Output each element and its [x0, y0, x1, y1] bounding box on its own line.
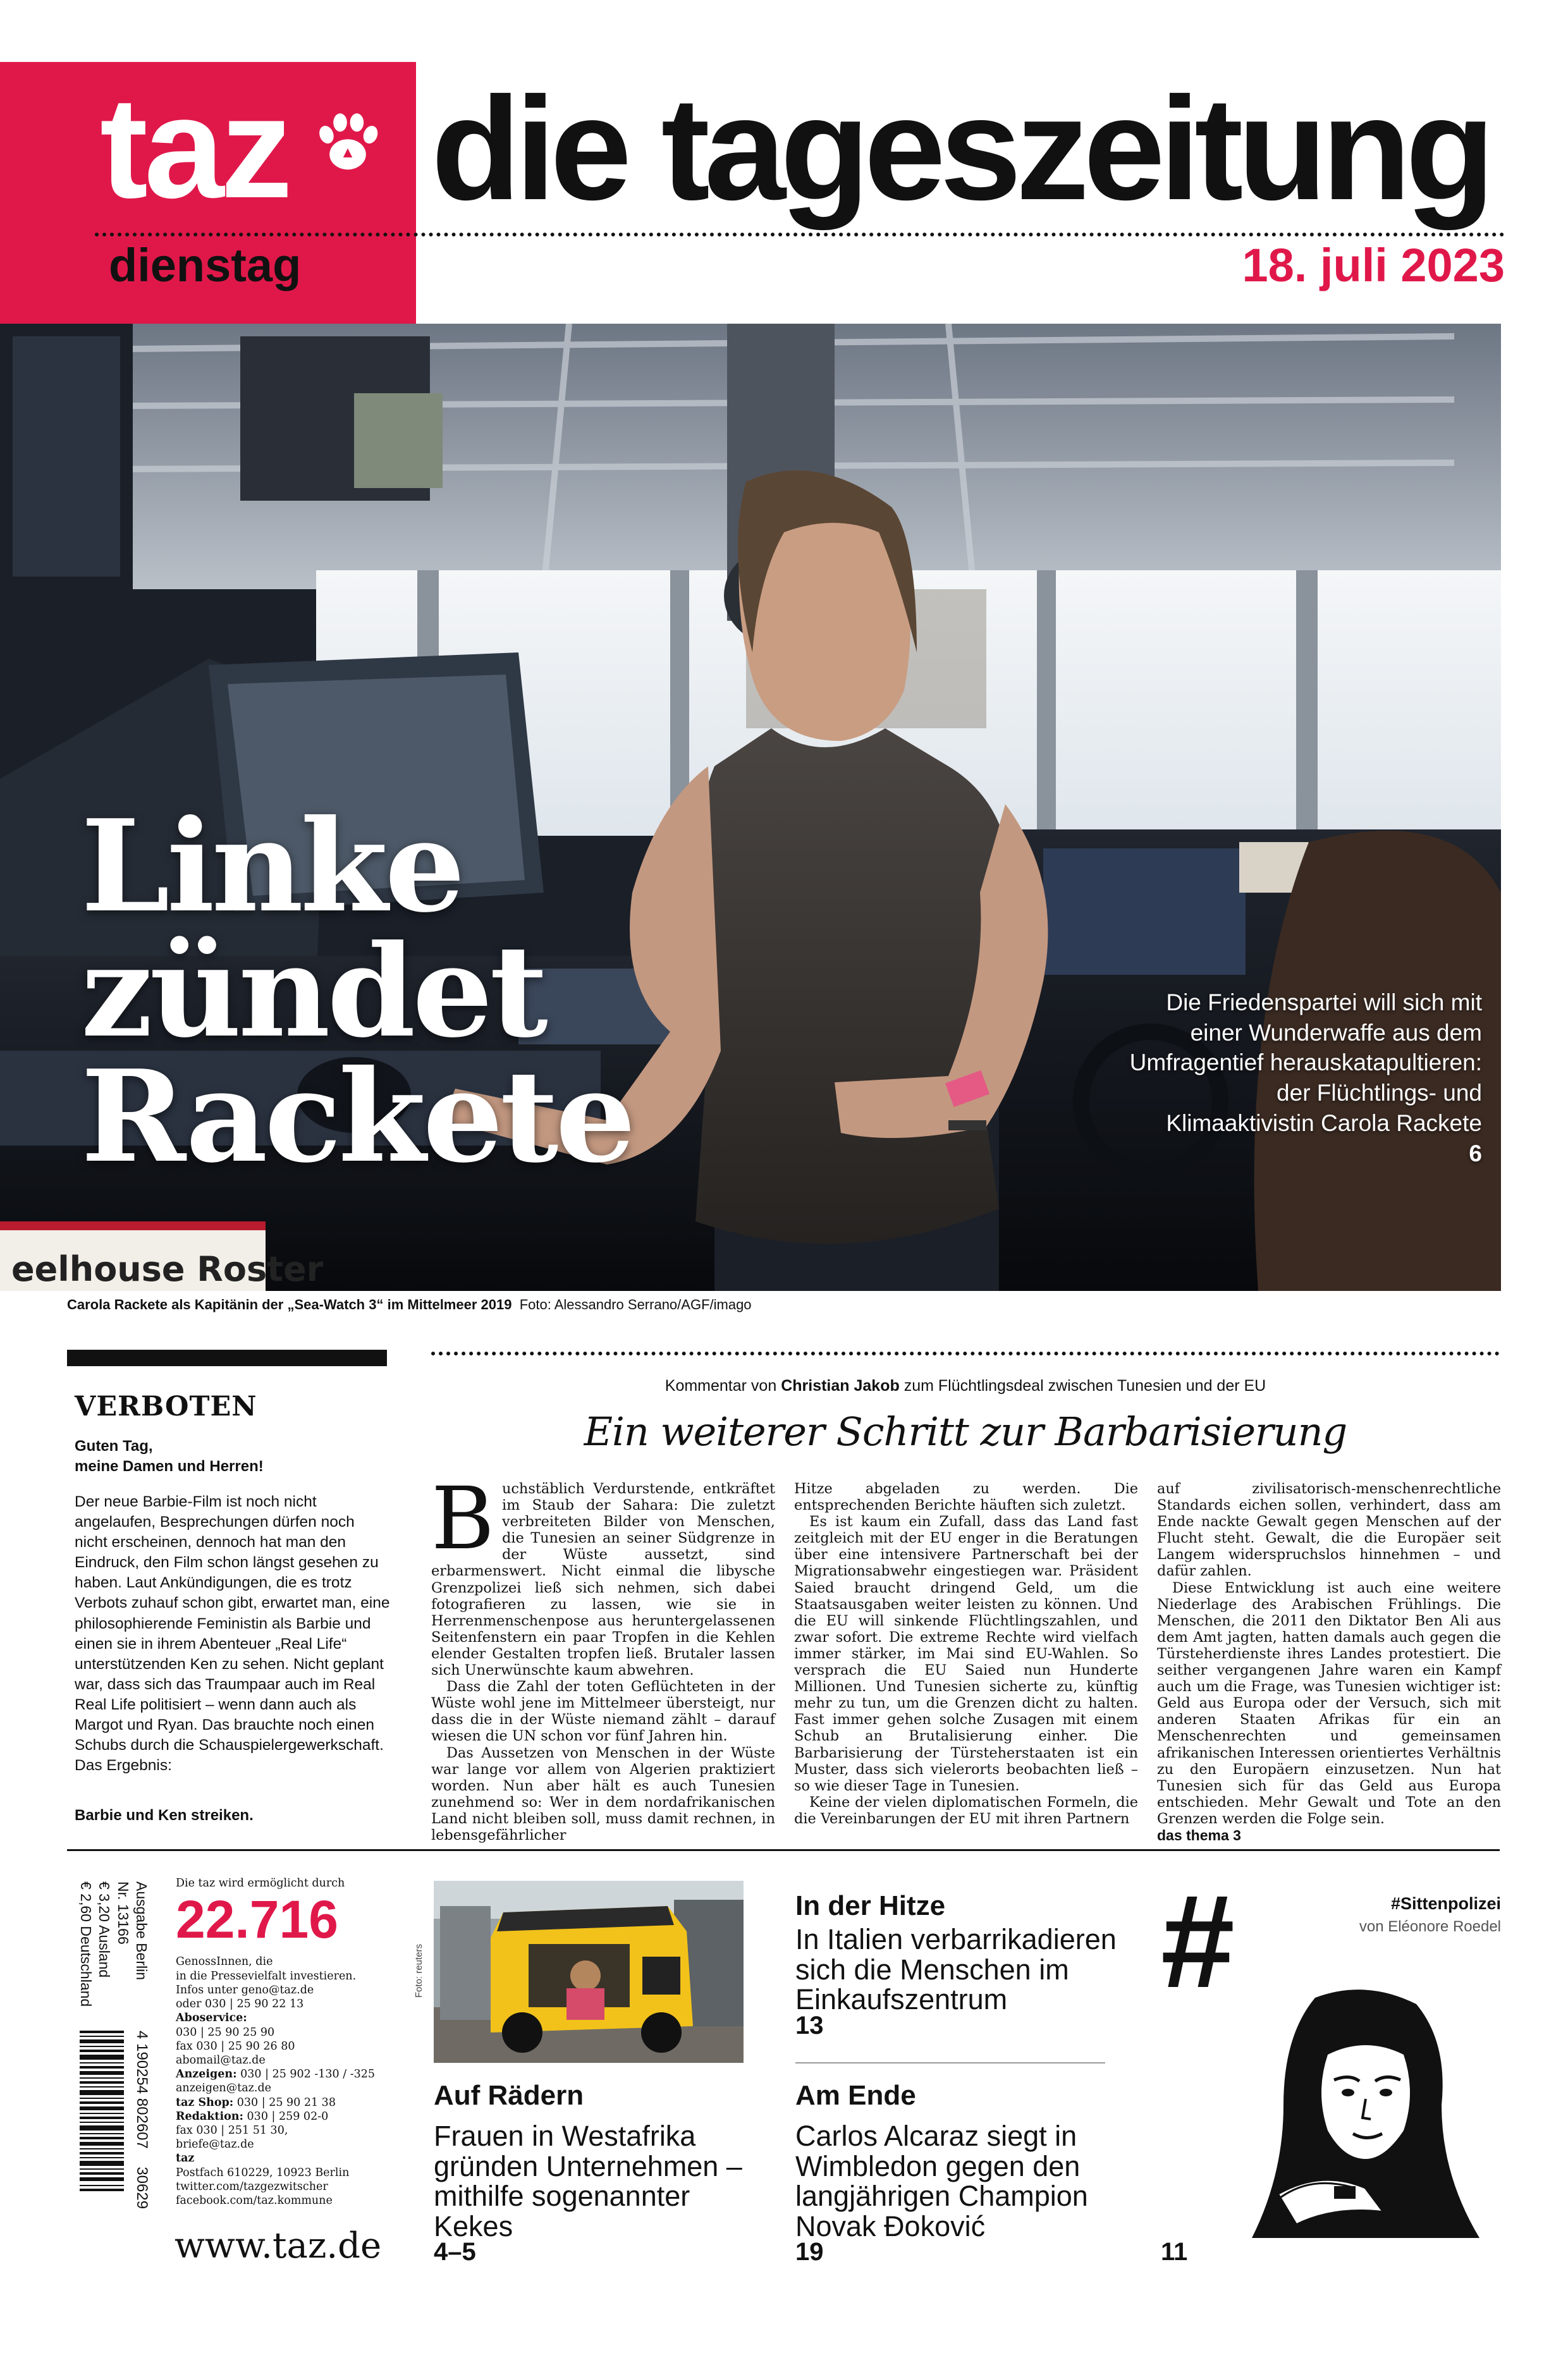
verboten-body: Der neue Barbie-Film ist noch nicht angelaufen, Besprechungen dürfen noch nicht erscheinen, dennoch hat man den Eindruck, den Film schon längst gesehen zu haben. Laut Ankündigungen, die es trotz Verbots zuhauf schon gibt, erwartet man, eine philosophierende Feministin als Barbie und einen sie in ihrem Abenteuer „Real Life“ unterstützenden Ken zu sehen. Nicht geplant war, dass sich das Traumpaar auch im Real Real Life politisiert – wenn dann auch als Margot und Ryan. Das brauchte noch einen Schubs durch die Schauspielergewerkschaft. Das Ergebnis:: [75, 1493, 390, 1775]
abo-phone[interactable]: 030 | 25 90 25 90: [176, 2026, 275, 2039]
barcode-addon: 30629: [133, 2167, 150, 2210]
verboten-greeting: Guten Tag, meine Damen und Herren!: [75, 1438, 264, 1476]
shop-phone[interactable]: 030 | 25 90 21 38: [236, 2096, 336, 2109]
paragraph: uchstäblich Verdurstende, entkräftet im Staub der Sahara: Die zuletzt verbreiteten Bilder von Menschen, die Tunesien an seiner Südgrenze in der Wüste aussetzt, sind erbarmenswert. Nicht einmal die libysche Grenzpolizei ließ sich nehmen, sich dabei fotografieren zu lassen, wie sie in Herrenmenschenpose aus heruntergelassenen Seitenfenstern ein paar Tropfen in die Kehlen elender Gestalten tropfen ließ. Brutaler lassen sich Unerwünschte kaum abwehren.: [431, 1481, 775, 1679]
photo-sign: eelhouse Roster: [11, 1249, 324, 1289]
anzeigen-phone[interactable]: 030 | 25 902 -130 / -325: [240, 2068, 376, 2081]
masthead-divider: [95, 233, 1505, 236]
teaser-page-ref[interactable]: 19: [795, 2238, 824, 2266]
paragraph: Dass die Zahl der toten Geflüchteten in der Wüste wohl jene im Mittelmeer übersteigt, nur dass die in der Wüste niemand zählt – darauf wiesen die UN schon vor fünf Jahren hin.: [431, 1678, 775, 1745]
redaktion-label: Redaktion:: [176, 2110, 243, 2123]
edition-info: [75, 1881, 150, 2223]
teaser-heading[interactable]: In der Hitze: [795, 1890, 946, 1921]
abo-fax: fax 030 | 25 90 26 80: [176, 2039, 295, 2053]
supporter-text: GenossInnen, die in die Pressevielfalt investieren. Infos unter geno@taz.de oder 030 | 25 90 22 13: [176, 1955, 357, 2011]
photo-credit: Foto: Alessandro Serrano/AGF/imago: [519, 1297, 752, 1312]
kicker-prefix: Kommentar von: [665, 1377, 777, 1395]
issue-date: 18. juli 2023: [1242, 239, 1505, 291]
bottom-divider: [67, 1849, 1500, 1851]
dropcap: B: [431, 1469, 494, 1569]
verboten-punchline: Barbie und Ken streiken.: [75, 1807, 254, 1824]
edition-line: Nr. 13166: [114, 1881, 132, 1945]
paragraph: auf zivilisatorisch-menschenrechtliche Standards eichen sollen, verhindert, dass am Ende nackte Gewalt gegen Menschen auf der Flucht steht. Gewalt, die die Europäer seit Langem widerspruchslos hinnehmen – und dafür zahlen.: [1157, 1481, 1501, 1580]
teaser-page-ref[interactable]: 11: [1161, 2238, 1188, 2266]
commentary-page-ref[interactable]: das thema 3: [1157, 1826, 1241, 1843]
commentary-column-3: [1157, 1481, 1501, 1844]
teaser-page-ref[interactable]: 4–5: [434, 2238, 476, 2266]
twitter-link[interactable]: twitter.com/tazgezwitscher: [176, 2180, 328, 2193]
imprint-org: taz: [176, 2152, 195, 2165]
teaser-text[interactable]: In Italien verbarrikadieren sich die Menschen im Einkaufszentrum: [795, 1923, 1117, 2016]
anzeigen-mail[interactable]: anzeigen@taz.de: [176, 2082, 272, 2095]
barcode-number: [133, 2031, 150, 2372]
hashtag-author: von Eléonore Roedel: [1359, 1918, 1501, 1935]
facebook-link[interactable]: facebook.com/taz.kommune: [176, 2194, 333, 2208]
edition-line: € 3,20 Ausland: [96, 1881, 113, 1978]
lead-teaser-page: 6: [1469, 1140, 1482, 1166]
teaser-page-ref[interactable]: 13: [795, 2012, 824, 2039]
lead-teaser-text: Die Friedenspartei will sich mit einer Wunderwaffe aus dem Umfragentief herauskatapultieren: der Flüchtlings- und Klimaaktivistin Carola Rackete: [1129, 989, 1482, 1136]
lead-headline[interactable]: [81, 792, 713, 1191]
teaser-photo-credit: Foto: reuters: [413, 1943, 424, 1998]
edition-line: € 2,60 Deutschland: [77, 1881, 94, 2007]
commentary-author[interactable]: Christian Jakob: [781, 1377, 900, 1395]
teaser-text[interactable]: Carlos Alcaraz siegt in Wimbledon gegen den langjährigen Champion Novak Đoković: [795, 2120, 1088, 2243]
commentary-divider: [431, 1352, 1500, 1355]
teaser-heading[interactable]: Am Ende: [795, 2080, 916, 2111]
headline-line: Rackete: [81, 1042, 633, 1191]
imprint-intro: Die taz wird ermöglicht durch: [176, 1877, 345, 1890]
redaktion-fax: fax 030 | 251 51 30,: [176, 2124, 288, 2137]
paragraph: Keine der vielen diplomatischen Formeln, die die Vereinbarungen der EU mit ihren Partnern: [794, 1794, 1138, 1827]
redaktion-mail[interactable]: briefe@taz.de: [176, 2138, 254, 2151]
headline-line: zündet: [81, 917, 545, 1066]
paw-icon: [310, 104, 386, 180]
verboten-heading: VERBOTEN: [75, 1391, 257, 1422]
weekday: dienstag: [109, 239, 302, 291]
edition-line: Ausgabe Berlin: [133, 1881, 150, 1980]
commentary-column-1: [431, 1469, 775, 1843]
barcode-digits: 4 190254 802607: [133, 2031, 150, 2149]
paragraph: Hitze abgeladen zu werden. Die entsprechenden Berichte häuften sich zuletzt.: [794, 1481, 1138, 1514]
commentary-column-2: [794, 1481, 1138, 1827]
supporter-count: 22.716: [176, 1890, 338, 1950]
verboten-bar: [67, 1350, 387, 1366]
commentary-title[interactable]: Ein weiterer Schritt zur Barbarisierung: [584, 1409, 1347, 1455]
abo-mail[interactable]: abomail@taz.de: [176, 2053, 266, 2067]
paragraph: Das Aussetzen von Menschen in der Wüste war lange vor allem von Algerien praktiziert worden. Nun aber hält es auch Tunesien zunehmend so: Wer in dem nordafrikanischen Land nicht bleiben soll, muss damit rechnen, in lebensgefährlicher: [431, 1744, 775, 1843]
kicker-suffix: zum Flüchtlingsdeal zwischen Tunesien und der EU: [903, 1377, 1266, 1395]
website-link[interactable]: www.taz.de: [175, 2225, 382, 2266]
abo-label: Aboservice:: [176, 2012, 247, 2025]
lead-teaser[interactable]: [1128, 987, 1482, 1168]
teaser-text[interactable]: Frauen in Westafrika gründen Unternehmen – mithilfe sogenannter Kekes: [434, 2120, 742, 2243]
teaser-photo-keke[interactable]: [434, 1881, 744, 2063]
newspaper-title: die tageszeitung: [431, 67, 1490, 231]
teaser-heading[interactable]: Auf Rädern: [434, 2080, 584, 2111]
imprint-address: Postfach 610229, 10923 Berlin: [176, 2166, 350, 2179]
headline-line: Linke: [81, 792, 462, 941]
hashtag-title[interactable]: #Sittenpolizei: [1390, 1894, 1501, 1913]
commentary-kicker: [431, 1377, 1500, 1395]
taz-logo[interactable]: taz: [100, 68, 289, 228]
imprint: [176, 1876, 384, 2208]
hijab-woman-illustration: [1239, 1985, 1492, 2246]
hashtag-icon: #: [1161, 1867, 1235, 2015]
anzeigen-label: Anzeigen:: [176, 2068, 237, 2081]
paragraph: Diese Entwicklung ist auch eine weitere Niederlage des Arabischen Frühlings. Die Menschen, die 2011 den Diktator Ben Ali aus dem Amt jagten, hatten damals auch gegen die Türsteherdienste ihres Landes protestiert. Die seither vergangenen Jahre waren ein Kampf auch um die Frage, was Tunesien wichtiger ist: Geld aus Europa oder der Versuch, sich mit anderen Staaten Afrikas für ein an Menschenrechten und gemeinsamen afrikanischen Interessen orientiertes Verhältnis zu den Europäern einzusetzen. Nun hat Tunesien sich für das Geld aus Europa entschieden. Mehr Gewalt und Tote an den Grenzen werden die Folge sein.: [1157, 1579, 1501, 1827]
shop-label: taz Shop:: [176, 2096, 234, 2109]
paragraph: Es ist kaum ein Zufall, dass das Land fast zeitgleich mit der EU enger in die Beratungen über eine intensivere Partnerschaft bei der Migrationsabwehr eingestiegen war. Präsident Saied braucht dringend Geld, um die Staatsausgaben weiter leisten zu können. Und die EU will sinkende Flüchtlingszahlen, und zwar sofort. Die extreme Rechte wird vielfach immer stärker, im Mai sind EU-Wahlen. So versprach die EU Saied nun Hunderte Millionen. Und Tunesien sicherte zu, künftig mehr zu tun, um die Grenzen dicht zu halten. Fast immer gehen solche Zusagen mit einem Schub an Brutalisierung einher. Die Barbarisierung der Türsteherstaaten ist ein Muster, dass sich vielerorts beobachten ließ – so wie dieser Tage in Tunesien.: [794, 1513, 1138, 1794]
teaser-divider: [795, 2062, 1105, 2063]
photo-caption: [67, 1297, 752, 1313]
caption-text: Carola Rackete als Kapitänin der „Sea-Watch 3“ im Mittelmeer 2019: [67, 1297, 512, 1312]
redaktion-phone[interactable]: 030 | 259 02-0: [247, 2110, 329, 2123]
